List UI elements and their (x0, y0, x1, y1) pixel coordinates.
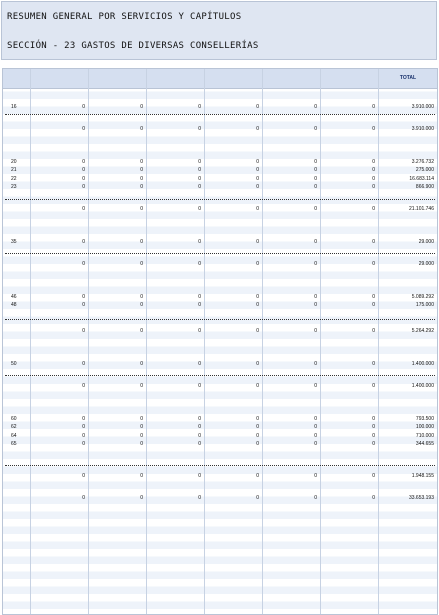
subtotal-separator (5, 199, 435, 200)
table-row (3, 238, 437, 246)
column-divider (30, 69, 31, 614)
cell-value: 0 (372, 176, 375, 182)
subtotal-separator (5, 375, 435, 376)
table-row (3, 158, 437, 166)
cell-value: 0 (198, 126, 201, 132)
row-total: 16.683.114 (409, 176, 434, 182)
row-code: 20 (11, 159, 17, 165)
cell-value: 0 (198, 302, 201, 308)
cell-value: 0 (140, 167, 143, 173)
cell-value: 0 (256, 433, 259, 439)
cell-value: 0 (314, 294, 317, 300)
summary-table (2, 68, 438, 615)
cell-value: 0 (372, 261, 375, 267)
table-row (3, 166, 437, 174)
column-divider (262, 69, 263, 614)
cell-value: 0 (256, 104, 259, 110)
column-divider (204, 69, 205, 614)
cell-value: 0 (256, 361, 259, 367)
table-row (3, 440, 437, 448)
table-row (3, 125, 437, 133)
cell-value: 0 (256, 176, 259, 182)
report-header (1, 1, 437, 60)
table-row (3, 183, 437, 191)
cell-value: 0 (314, 176, 317, 182)
cell-value: 0 (140, 126, 143, 132)
row-total: 344.655 (415, 441, 434, 447)
cell-value: 0 (82, 206, 85, 212)
row-code: 60 (11, 416, 17, 422)
table-column-header (3, 69, 437, 89)
row-code: 23 (11, 184, 17, 190)
row-code: 62 (11, 424, 17, 430)
cell-value: 0 (256, 206, 259, 212)
cell-value: 0 (198, 361, 201, 367)
cell-value: 0 (372, 424, 375, 430)
table-row (3, 301, 437, 309)
cell-value: 0 (314, 441, 317, 447)
cell-value: 0 (314, 473, 317, 479)
cell-value: 0 (314, 126, 317, 132)
cell-value: 0 (256, 239, 259, 245)
cell-value: 0 (140, 239, 143, 245)
table-row (3, 205, 437, 213)
row-total: 3.910.000 (411, 126, 434, 132)
subtotal-separator (5, 319, 435, 320)
row-code: 22 (11, 176, 17, 182)
cell-value: 0 (256, 328, 259, 334)
cell-value: 0 (372, 159, 375, 165)
row-total: 21.101.746 (408, 206, 434, 212)
table-row (3, 175, 437, 183)
row-total: 275.000 (415, 167, 434, 173)
cell-value: 0 (140, 441, 143, 447)
cell-value: 0 (256, 302, 259, 308)
cell-value: 0 (82, 261, 85, 267)
cell-value: 0 (372, 294, 375, 300)
cell-value: 0 (372, 473, 375, 479)
table-row (3, 293, 437, 301)
cell-value: 0 (82, 176, 85, 182)
row-total: 100.000 (415, 424, 434, 430)
row-code: 65 (11, 441, 17, 447)
cell-value: 0 (82, 239, 85, 245)
table-row (3, 494, 437, 502)
cell-value: 0 (256, 159, 259, 165)
cell-value: 0 (82, 424, 85, 430)
cell-value: 0 (82, 361, 85, 367)
cell-value: 0 (82, 159, 85, 165)
cell-value: 0 (314, 167, 317, 173)
cell-value: 0 (314, 433, 317, 439)
row-code: 64 (11, 433, 17, 439)
report-title: RESUMEN GENERAL POR SERVICIOS Y CAPÍTULOS (7, 12, 242, 22)
row-total: 3.910.000 (411, 104, 434, 110)
cell-value: 0 (314, 302, 317, 308)
cell-value: 0 (372, 302, 375, 308)
cell-value: 0 (372, 239, 375, 245)
cell-value: 0 (198, 184, 201, 190)
cell-value: 0 (140, 495, 143, 501)
row-total: 5.264.292 (411, 328, 434, 334)
row-total: 793.500 (415, 416, 434, 422)
subtotal-separator (5, 253, 435, 254)
cell-value: 0 (140, 361, 143, 367)
cell-value: 0 (198, 383, 201, 389)
row-total: 29.000 (418, 261, 434, 267)
cell-value: 0 (140, 104, 143, 110)
cell-value: 0 (140, 302, 143, 308)
row-total: 866.900 (415, 184, 434, 190)
cell-value: 0 (82, 441, 85, 447)
cell-value: 0 (140, 424, 143, 430)
row-code: 35 (11, 239, 17, 245)
cell-value: 0 (256, 424, 259, 430)
cell-value: 0 (314, 383, 317, 389)
cell-value: 0 (198, 328, 201, 334)
cell-value: 0 (256, 294, 259, 300)
cell-value: 0 (140, 159, 143, 165)
cell-value: 0 (82, 495, 85, 501)
cell-value: 0 (82, 328, 85, 334)
cell-value: 0 (372, 416, 375, 422)
column-divider (320, 69, 321, 614)
table-row (3, 415, 437, 423)
cell-value: 0 (198, 261, 201, 267)
row-total: 3.276.732 (411, 159, 434, 165)
cell-value: 0 (82, 416, 85, 422)
table-row (3, 472, 437, 480)
row-total: 33.653.193 (408, 495, 434, 501)
table-row (3, 360, 437, 368)
cell-value: 0 (198, 239, 201, 245)
cell-value: 0 (198, 167, 201, 173)
row-total: 1.400.000 (411, 361, 434, 367)
cell-value: 0 (314, 159, 317, 165)
cell-value: 0 (82, 167, 85, 173)
cell-value: 0 (82, 104, 85, 110)
table-row (3, 382, 437, 390)
cell-value: 0 (372, 328, 375, 334)
cell-value: 0 (140, 328, 143, 334)
cell-value: 0 (256, 126, 259, 132)
cell-value: 0 (198, 294, 201, 300)
table-row (3, 327, 437, 335)
cell-value: 0 (372, 126, 375, 132)
cell-value: 0 (314, 328, 317, 334)
table-row (3, 432, 437, 440)
column-divider (88, 69, 89, 614)
cell-value: 0 (314, 104, 317, 110)
cell-value: 0 (82, 383, 85, 389)
cell-value: 0 (372, 433, 375, 439)
cell-value: 0 (82, 294, 85, 300)
cell-value: 0 (314, 206, 317, 212)
cell-value: 0 (140, 261, 143, 267)
column-divider (146, 69, 147, 614)
cell-value: 0 (372, 361, 375, 367)
cell-value: 0 (372, 495, 375, 501)
row-total: 1.948.155 (411, 473, 434, 479)
table-row (3, 260, 437, 268)
cell-value: 0 (256, 167, 259, 173)
column-divider (378, 69, 379, 614)
cell-value: 0 (256, 416, 259, 422)
row-code: 16 (11, 104, 17, 110)
cell-value: 0 (82, 302, 85, 308)
cell-value: 0 (140, 473, 143, 479)
table-row (3, 103, 437, 111)
cell-value: 0 (140, 176, 143, 182)
cell-value: 0 (198, 441, 201, 447)
cell-value: 0 (256, 441, 259, 447)
cell-value: 0 (314, 416, 317, 422)
cell-value: 0 (256, 261, 259, 267)
cell-value: 0 (256, 184, 259, 190)
cell-value: 0 (140, 383, 143, 389)
row-code: 48 (11, 302, 17, 308)
section-title: SECCIÓN - 23 GASTOS DE DIVERSAS CONSELLERÍAS (7, 41, 259, 51)
cell-value: 0 (82, 126, 85, 132)
cell-value: 0 (372, 383, 375, 389)
cell-value: 0 (140, 416, 143, 422)
cell-value: 0 (256, 495, 259, 501)
table-row (3, 423, 437, 431)
total-column-header: TOTAL (399, 75, 417, 81)
cell-value: 0 (314, 261, 317, 267)
cell-value: 0 (198, 176, 201, 182)
cell-value: 0 (372, 441, 375, 447)
row-code: 46 (11, 294, 17, 300)
cell-value: 0 (372, 184, 375, 190)
row-total: 710.000 (415, 433, 434, 439)
cell-value: 0 (372, 167, 375, 173)
cell-value: 0 (314, 239, 317, 245)
row-total: 5.089.292 (411, 294, 434, 300)
cell-value: 0 (140, 206, 143, 212)
cell-value: 0 (314, 361, 317, 367)
cell-value: 0 (140, 184, 143, 190)
cell-value: 0 (256, 473, 259, 479)
cell-value: 0 (82, 473, 85, 479)
cell-value: 0 (198, 206, 201, 212)
cell-value: 0 (198, 416, 201, 422)
subtotal-separator (5, 114, 435, 115)
cell-value: 0 (198, 495, 201, 501)
subtotal-separator (5, 465, 435, 466)
cell-value: 0 (82, 433, 85, 439)
cell-value: 0 (198, 473, 201, 479)
row-total: 29.000 (418, 239, 434, 245)
cell-value: 0 (198, 159, 201, 165)
cell-value: 0 (198, 433, 201, 439)
cell-value: 0 (372, 206, 375, 212)
cell-value: 0 (314, 424, 317, 430)
cell-value: 0 (256, 383, 259, 389)
cell-value: 0 (198, 424, 201, 430)
cell-value: 0 (314, 184, 317, 190)
cell-value: 0 (372, 104, 375, 110)
cell-value: 0 (198, 104, 201, 110)
cell-value: 0 (82, 184, 85, 190)
row-total: 175.000 (415, 302, 434, 308)
row-code: 21 (11, 167, 17, 173)
cell-value: 0 (140, 433, 143, 439)
row-total: 1.400.000 (411, 383, 434, 389)
cell-value: 0 (314, 495, 317, 501)
row-code: 50 (11, 361, 17, 367)
cell-value: 0 (140, 294, 143, 300)
